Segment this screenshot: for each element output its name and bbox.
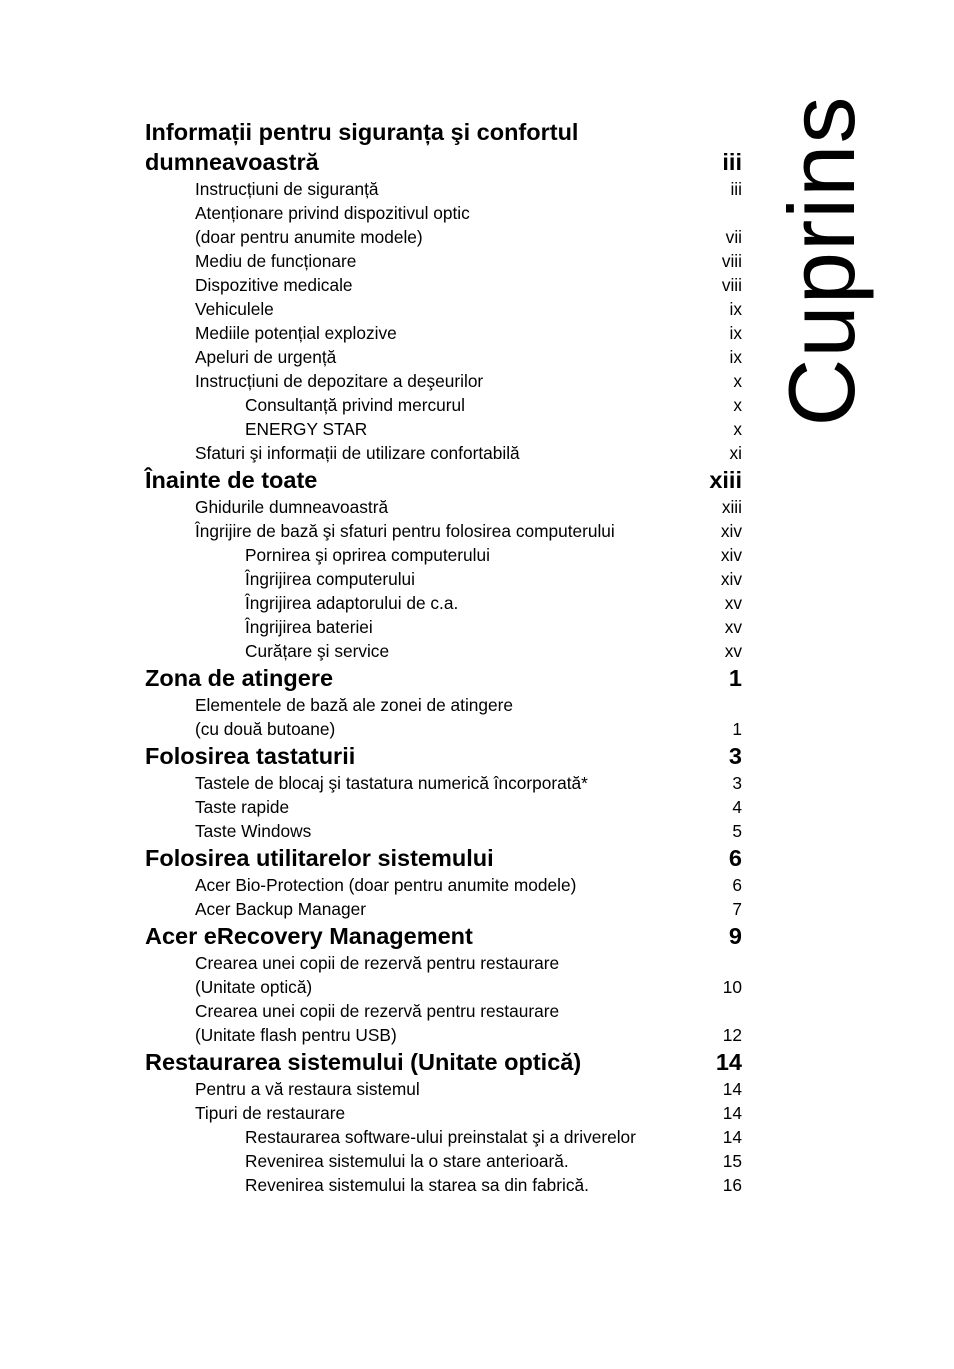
toc-entry-title: Consultanță privind mercurul (245, 395, 465, 415)
toc-section[interactable] (0, 495, 954, 519)
toc-page-number: 14 (722, 1103, 742, 1123)
toc-entry-title: Pornirea şi oprirea computerului (245, 545, 490, 565)
toc-chapter[interactable] (0, 741, 954, 771)
toc-entry-title: Înainte de toate (145, 467, 318, 493)
toc-subsection[interactable] (0, 567, 954, 591)
toc-page-number: ix (729, 323, 742, 343)
toc-page-number: 10 (722, 977, 742, 997)
toc-entry-title: Curățare şi service (245, 641, 390, 661)
toc-entry-title: (Unitate optică) (195, 977, 313, 997)
toc-page-number: x (733, 371, 742, 391)
toc-section[interactable] (0, 693, 954, 741)
toc-entry-title: (Unitate flash pentru USB) (195, 1025, 397, 1045)
toc-page-number: xiii (721, 497, 742, 517)
toc-entry-title: Acer eRecovery Management (145, 923, 473, 949)
toc-page-number: xv (724, 617, 742, 637)
toc-entry-title: Mediile potențial explozive (195, 323, 397, 343)
toc-chapter[interactable] (0, 1047, 954, 1077)
toc-page-number: xiii (709, 467, 742, 493)
toc-page-number: 3 (732, 773, 742, 793)
toc-entry-title: Restaurarea software-ului preinstalat şi a driverelor (245, 1127, 636, 1147)
toc-entry-title: ENERGY STAR (245, 419, 368, 439)
toc-entry-title: Folosirea tastaturii (145, 743, 356, 769)
toc-page-number: 14 (715, 1049, 742, 1075)
toc-entry-title: Taste rapide (195, 797, 290, 817)
toc-page-number: 1 (728, 665, 742, 691)
toc-page-number: 3 (728, 743, 742, 769)
toc-page-number: viii (721, 275, 742, 295)
toc-section[interactable] (0, 897, 954, 921)
toc-entry-title: (doar pentru anumite modele) (195, 227, 423, 247)
toc-entry-title: Elementele de bază ale zonei de atingere (195, 695, 514, 715)
toc-subsection[interactable] (0, 591, 954, 615)
toc-entry-title: Îngrijirea computerului (245, 569, 416, 589)
toc-entry-title: Îngrijirea adaptorului de c.a. (245, 593, 459, 613)
toc-page-number: xi (729, 443, 742, 463)
toc-chapter[interactable] (0, 921, 954, 951)
toc-page-number: xv (724, 641, 742, 661)
toc-page-number: xiv (720, 569, 742, 589)
toc-entry-title: dumneavoastră (145, 149, 319, 175)
toc-section[interactable] (0, 873, 954, 897)
toc-subsection[interactable] (0, 615, 954, 639)
toc-page-number: 9 (728, 923, 742, 949)
toc-entry-title: Acer Bio-Protection (doar pentru anumite modele) (195, 875, 577, 895)
toc-page-number: 5 (732, 821, 742, 841)
toc-page-number: 15 (722, 1151, 742, 1171)
toc-chapter[interactable] (0, 843, 954, 873)
toc-page-number: x (733, 419, 742, 439)
toc-entry-title: Zona de atingere (145, 665, 334, 691)
toc-entry-title: Apeluri de urgență (195, 347, 337, 367)
toc-page-number: xv (724, 593, 742, 613)
toc-section[interactable] (0, 771, 954, 795)
toc-section[interactable] (0, 999, 954, 1047)
toc-page-number: 1 (732, 719, 742, 739)
toc-page-number: iii (722, 149, 742, 175)
toc-page-number: vii (725, 227, 742, 247)
toc-page-number: xiv (720, 521, 742, 541)
toc-section[interactable] (0, 1077, 954, 1101)
toc-section[interactable] (0, 951, 954, 999)
toc-section[interactable] (0, 795, 954, 819)
toc-page-number: 7 (732, 899, 742, 919)
toc-entry-title: Instrucțiuni de siguranță (195, 179, 379, 199)
toc-entry-title: Revenirea sistemului la starea sa din fabrică. (245, 1175, 589, 1195)
toc-subsection[interactable] (0, 1173, 954, 1197)
toc-entry-title: Mediu de funcționare (195, 251, 357, 271)
toc-entry-title: (cu două butoane) (195, 719, 336, 739)
toc-page-number: 16 (722, 1175, 742, 1195)
toc-entry-title: Sfaturi şi informații de utilizare confortabilă (195, 443, 520, 463)
toc-page-number: xiv (720, 545, 742, 565)
toc-entry-title: Ghidurile dumneavoastră (195, 497, 389, 517)
toc-section[interactable] (0, 1101, 954, 1125)
toc-entry-title: Taste Windows (195, 821, 312, 841)
toc-entry-title: Tastele de blocaj şi tastatura numerică încorporată* (195, 773, 588, 793)
toc-chapter[interactable] (0, 663, 954, 693)
toc-chapter[interactable] (0, 465, 954, 495)
toc-entry-title: Vehiculele (195, 299, 274, 319)
toc-subsection[interactable] (0, 543, 954, 567)
toc-page-number: ix (729, 347, 742, 367)
toc-entry-title: Îngrijirea bateriei (245, 617, 373, 637)
toc-entry-title: Pentru a vă restaura sistemul (195, 1079, 420, 1099)
toc-page-number: 12 (722, 1025, 742, 1045)
toc-entry-title: Dispozitive medicale (195, 275, 353, 295)
toc-subsection[interactable] (0, 1149, 954, 1173)
toc-section[interactable] (0, 519, 954, 543)
toc-section[interactable] (0, 819, 954, 843)
toc-page-number: 6 (732, 875, 742, 895)
toc-entry-title: Instrucțiuni de depozitare a deşeurilor (195, 371, 484, 391)
toc-entry-title: Îngrijire de bază şi sfaturi pentru folosirea computerului (195, 521, 615, 541)
toc-page-number: iii (730, 179, 742, 199)
toc-page-number: 14 (722, 1079, 742, 1099)
toc-page-number: 14 (722, 1127, 742, 1147)
toc-entry-title: Tipuri de restaurare (195, 1103, 346, 1123)
toc-entry-title: Acer Backup Manager (195, 899, 366, 919)
toc-page-number: ix (729, 299, 742, 319)
toc-entry-title: Restaurarea sistemului (Unitate optică) (145, 1049, 582, 1075)
toc-entry-title: Informații pentru siguranța şi confortul (145, 119, 579, 145)
toc-page-number: 4 (732, 797, 742, 817)
toc-subsection[interactable] (0, 1125, 954, 1149)
toc-entry-title: Crearea unei copii de rezervă pentru restaurare (195, 1001, 560, 1021)
toc-page-number: 6 (728, 845, 742, 871)
toc-entry-title: Folosirea utilitarelor sistemului (145, 845, 494, 871)
side-title-text: Cuprins (769, 95, 874, 427)
toc-entry-title: Atenționare privind dispozitivul optic (195, 203, 470, 223)
toc-entry-title: Crearea unei copii de rezervă pentru restaurare (195, 953, 560, 973)
toc-section[interactable] (0, 441, 954, 465)
side-title (769, 95, 874, 427)
toc-page-number: viii (721, 251, 742, 271)
toc-entry-title: Revenirea sistemului la o stare anterioară. (245, 1151, 569, 1171)
toc-subsection[interactable] (0, 639, 954, 663)
toc-page-number: x (733, 395, 742, 415)
